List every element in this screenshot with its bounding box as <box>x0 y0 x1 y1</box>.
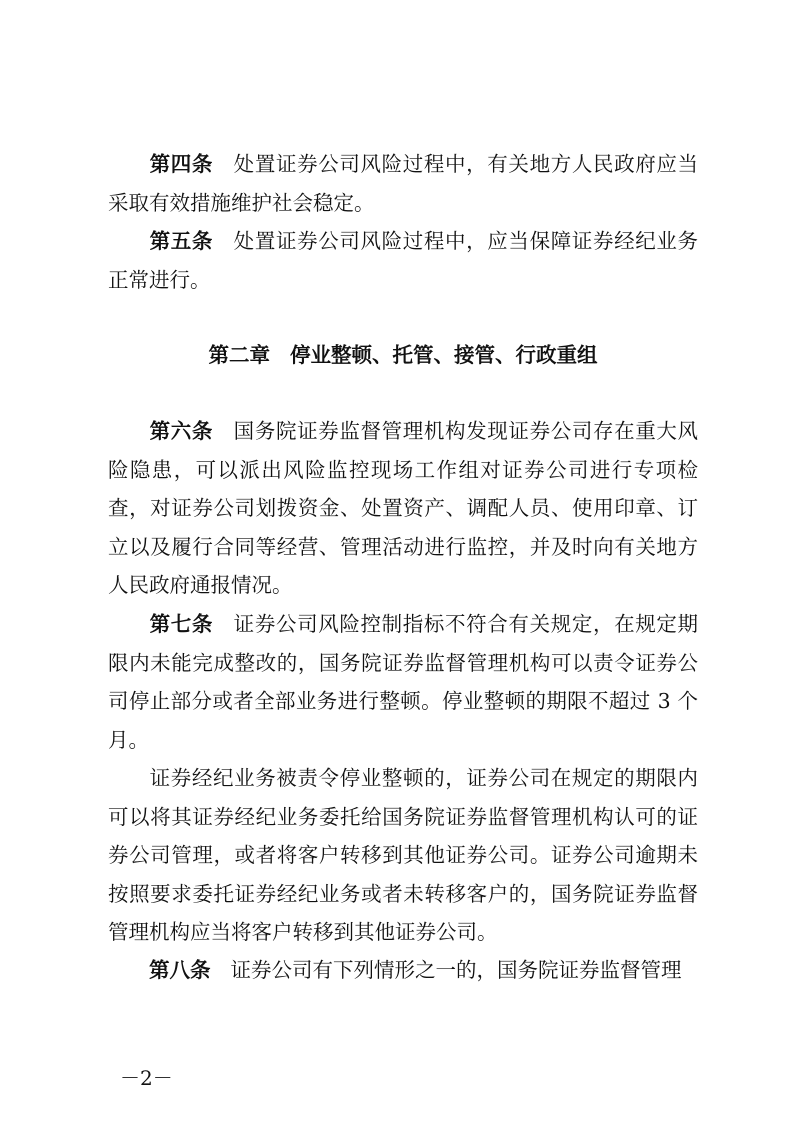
article-7-label: 第七条 <box>149 612 214 636</box>
page-number: －2－ <box>120 1066 173 1090</box>
article-7 <box>108 605 698 759</box>
article-6-label: 第六条 <box>149 419 214 443</box>
article-4-label: 第四条 <box>149 152 214 176</box>
chapter-title: 停业整顿、托管、接管、行政重组 <box>290 343 598 367</box>
article-7-paragraph-2 <box>108 759 698 952</box>
article-4-text: 处置证券公司风险过程中，有关地方人民政府应当采取有效措施维护社会稳定。 <box>108 152 699 215</box>
chapter-number: 第二章 <box>208 343 270 367</box>
article-8 <box>108 951 698 990</box>
article-5-label: 第五条 <box>149 229 214 253</box>
article-6 <box>108 412 698 605</box>
article-5-text: 处置证券公司风险过程中，应当保障证券经纪业务正常进行。 <box>108 229 699 292</box>
article-7-text: 证券公司风险控制指标不符合有关规定，在规定期限内未能完成整改的，国务院证券监督管理机构可以责令证券公司停止部分或者全部业务进行整顿。停业整顿的期限不超过 3 个月。 <box>108 612 699 752</box>
article-7-paragraph-2-text: 证券经纪业务被责令停业整顿的，证券公司在规定的期限内可以将其证券经纪业务委托给国务院证券监督管理机构认可的证券公司管理，或者将客户转移到其他证券公司。证券公司逾期未按照要求委托证券经纪业务或者未转移客户的，国务院证券监督管理机构应当将客户转移到其他证券公司。 <box>108 766 698 944</box>
article-8-label: 第八条 <box>149 958 211 982</box>
chapter-heading <box>108 336 698 374</box>
article-5 <box>108 222 698 299</box>
article-8-text: 证券公司有下列情形之一的，国务院证券监督管理 <box>230 958 682 982</box>
article-4 <box>108 145 698 222</box>
article-6-text: 国务院证券监督管理机构发现证券公司存在重大风险隐患，可以派出风险监控现场工作组对证券公司进行专项检查，对证券公司划拨资金、处置资产、调配人员、使用印章、订立以及履行合同等经营、管理活动进行监控，并及时向有关地方人民政府通报情况。 <box>108 419 699 597</box>
